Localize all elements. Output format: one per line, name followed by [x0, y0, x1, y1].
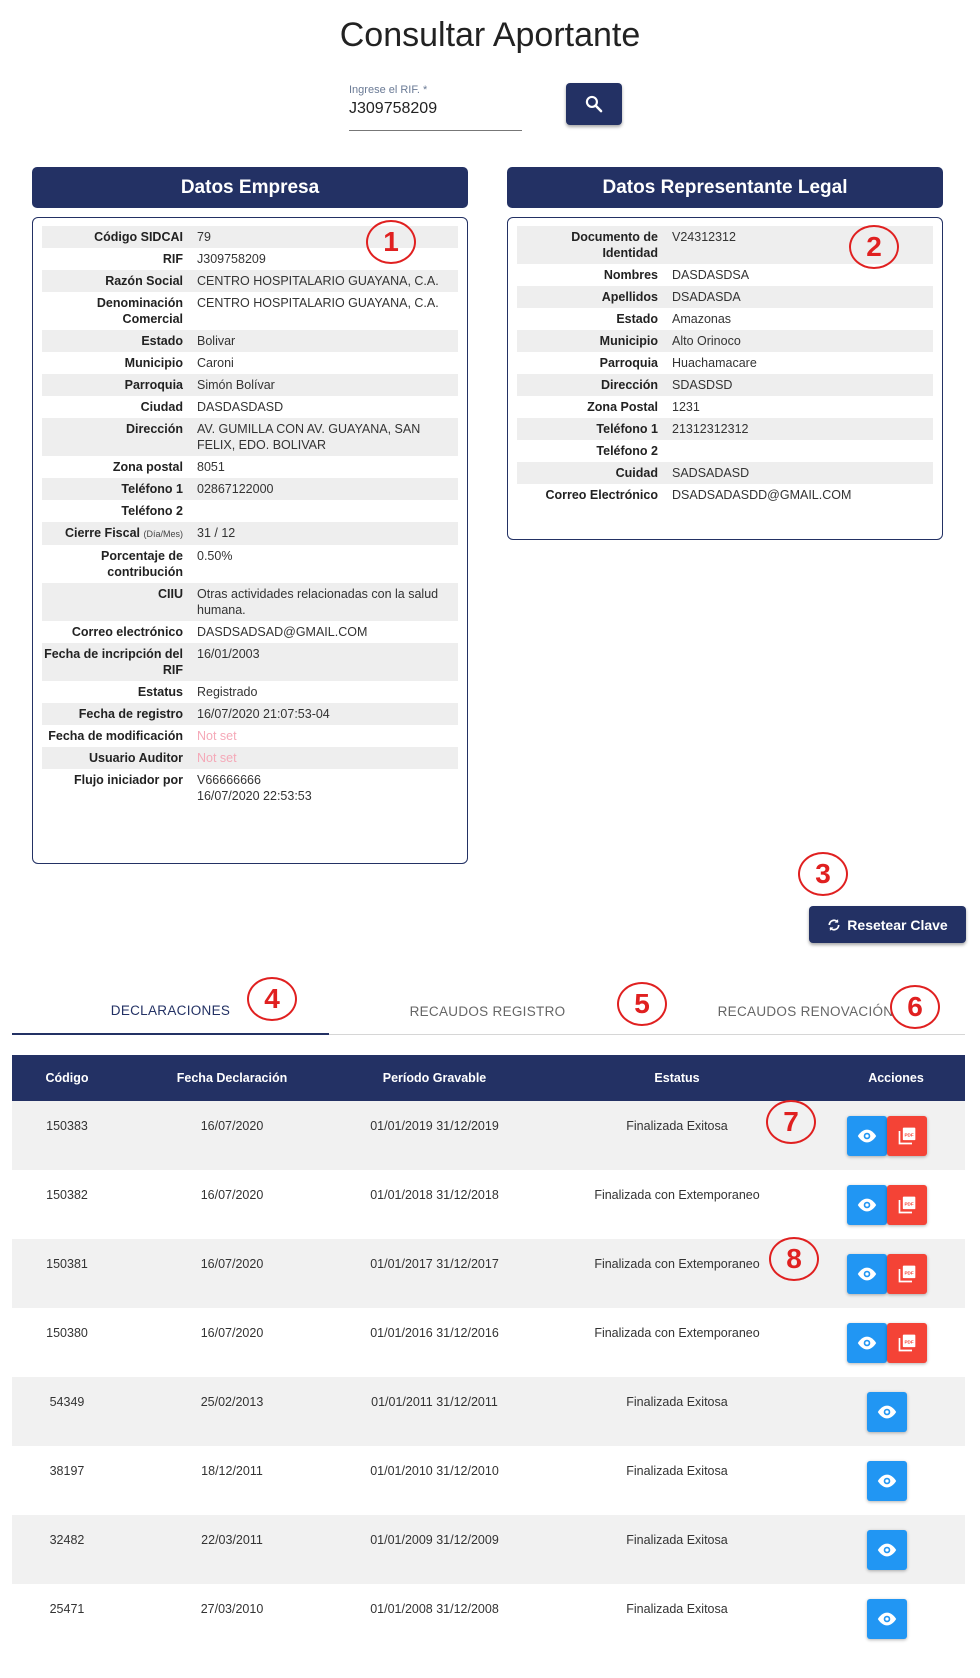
- pdf-icon: [897, 1195, 917, 1215]
- info-key-text: CIIU: [158, 587, 183, 601]
- info-row: [42, 292, 458, 330]
- eye-icon: [856, 1197, 878, 1213]
- info-key: [517, 377, 672, 393]
- info-key-text: RIF: [162, 252, 183, 266]
- cell-fecha: 25/02/2013: [200, 1395, 264, 1409]
- cell-codigo: 38197: [49, 1464, 85, 1478]
- info-value: [197, 728, 458, 744]
- info-key: [42, 481, 197, 497]
- info-value: [197, 251, 458, 267]
- info-value-text: V24312312: [672, 230, 736, 244]
- info-value: [197, 459, 458, 475]
- info-key-text: Dirección: [601, 378, 658, 392]
- rif-input[interactable]: J309758209: [349, 100, 438, 117]
- info-key: [42, 684, 197, 700]
- info-key-text: Zona Postal: [587, 400, 658, 414]
- eye-icon: [876, 1473, 898, 1489]
- empresa-card: [32, 217, 468, 864]
- info-row: [42, 500, 458, 522]
- info-key-text: Documento de Identidad: [571, 230, 658, 260]
- info-value-text: Amazonas: [672, 312, 732, 326]
- info-key-text: Dirección: [126, 422, 183, 436]
- info-value-text: J309758209: [197, 252, 266, 266]
- info-key: [517, 355, 672, 371]
- info-value: [197, 624, 458, 640]
- info-value-text: Simón Bolívar: [197, 378, 275, 392]
- view-button[interactable]: [847, 1185, 887, 1225]
- info-key: [517, 399, 672, 415]
- info-key: [42, 377, 197, 393]
- info-value: [197, 355, 458, 371]
- refresh-icon: [827, 918, 841, 932]
- info-value-text: Not set: [197, 751, 237, 765]
- info-row: [42, 703, 458, 725]
- reset-password-button[interactable]: [809, 906, 966, 943]
- cell-periodo: 01/01/2010 31/12/2010: [370, 1464, 499, 1478]
- info-row: [42, 374, 458, 396]
- tab-recaudos-renovacion[interactable]: RECAUDOS RENOVACIÓN: [717, 1004, 894, 1019]
- info-value: [672, 311, 933, 327]
- info-key: [42, 229, 197, 245]
- info-key-text: Municipio: [124, 356, 183, 370]
- info-key: [42, 624, 197, 640]
- col-fecha-declaracion: Fecha Declaración: [176, 1071, 288, 1085]
- info-value: [197, 706, 458, 722]
- info-key: [517, 487, 672, 503]
- info-value: [672, 289, 933, 305]
- table-row: [12, 1584, 965, 1653]
- info-row: [517, 308, 933, 330]
- cell-fecha: 27/03/2010: [200, 1602, 264, 1616]
- pdf-icon: [897, 1264, 917, 1284]
- rif-label: Ingrese el RIF. *: [349, 84, 428, 96]
- info-value: [197, 273, 458, 289]
- annotation-marker-8: 8: [769, 1237, 819, 1281]
- info-value: [672, 443, 933, 459]
- info-key: [517, 421, 672, 437]
- info-key: [42, 548, 197, 580]
- info-key-text: Estatus: [137, 685, 183, 699]
- row-actions: [867, 1530, 907, 1570]
- info-value: [197, 333, 458, 349]
- info-key-text: Correo electrónico: [71, 625, 183, 639]
- cell-estatus: Finalizada con Extemporaneo: [594, 1188, 760, 1202]
- info-row: [517, 286, 933, 308]
- info-value-text: 1231: [672, 400, 700, 414]
- pdf-button[interactable]: [887, 1116, 927, 1156]
- info-row: [42, 621, 458, 643]
- info-row: [517, 374, 933, 396]
- info-row: [517, 396, 933, 418]
- info-row: [42, 478, 458, 500]
- info-value-text: Alto Orinoco: [672, 334, 741, 348]
- eye-icon: [856, 1335, 878, 1351]
- empresa-header: Datos Empresa: [32, 167, 468, 208]
- info-value-text: 31 / 12: [197, 526, 236, 540]
- table-row: [12, 1170, 965, 1239]
- table-row: [12, 1377, 965, 1446]
- info-key-text: Cierre Fiscal: [64, 526, 140, 540]
- info-key: [42, 728, 197, 744]
- view-button[interactable]: [847, 1116, 887, 1156]
- info-row: [517, 352, 933, 374]
- row-actions: [867, 1599, 907, 1639]
- info-key: [42, 525, 197, 542]
- info-key: [42, 586, 197, 618]
- cell-estatus: Finalizada con Extemporaneo: [594, 1326, 760, 1340]
- view-button[interactable]: [867, 1599, 907, 1639]
- cell-codigo: 150380: [46, 1326, 88, 1340]
- cell-codigo: 150383: [46, 1119, 88, 1133]
- search-icon: [584, 94, 604, 114]
- info-value-text: 02867122000: [197, 482, 274, 496]
- view-button[interactable]: [867, 1392, 907, 1432]
- cell-fecha: 16/07/2020: [200, 1257, 264, 1271]
- info-row: [42, 418, 458, 456]
- row-actions: [847, 1323, 927, 1363]
- info-row: [42, 545, 458, 583]
- info-key: [42, 459, 197, 475]
- info-value-text: 8051: [197, 460, 225, 474]
- info-key-text: Teléfono 2: [596, 444, 658, 458]
- cell-estatus: Finalizada con Extemporaneo: [594, 1257, 760, 1271]
- reset-password-label: Resetear Clave: [847, 916, 948, 933]
- info-value-text: DASDSADSAD@GMAIL.COM: [197, 625, 368, 639]
- info-row: [42, 352, 458, 374]
- info-value: [197, 772, 458, 804]
- cell-fecha: 22/03/2011: [201, 1533, 263, 1547]
- info-key: [42, 333, 197, 349]
- info-value: [197, 684, 458, 700]
- info-row: [42, 522, 458, 545]
- info-value-text: 0.50%: [197, 549, 233, 563]
- info-row: [517, 440, 933, 462]
- table-row: [12, 1446, 965, 1515]
- eye-icon: [856, 1266, 878, 1282]
- info-value-text: DASDASDSA: [672, 268, 750, 282]
- info-value: [672, 355, 933, 371]
- eye-icon: [856, 1128, 878, 1144]
- info-value: [197, 377, 458, 393]
- cell-periodo: 01/01/2019 31/12/2019: [370, 1119, 499, 1133]
- info-key: [517, 267, 672, 283]
- cell-periodo: 01/01/2018 31/12/2018: [370, 1188, 499, 1202]
- info-value-text: CENTRO HOSPITALARIO GUAYANA, C.A.: [197, 274, 439, 288]
- annotation-marker-7: 7: [766, 1100, 816, 1144]
- info-key: [42, 251, 197, 267]
- info-value-text: Caroni: [197, 356, 234, 370]
- view-button[interactable]: [847, 1323, 887, 1363]
- info-value: [197, 481, 458, 497]
- info-key-text: Teléfono 2: [121, 504, 183, 518]
- tab-bar: [12, 988, 965, 1035]
- info-value: [197, 750, 458, 766]
- info-key-text: Estado: [141, 334, 183, 348]
- info-value: [197, 399, 458, 415]
- svg-text:PDF: PDF: [904, 1339, 914, 1345]
- tab-recaudos-registro[interactable]: RECAUDOS REGISTRO: [409, 1004, 566, 1019]
- cell-estatus: Finalizada Exitosa: [626, 1119, 728, 1133]
- cell-fecha: 16/07/2020: [200, 1119, 264, 1133]
- eye-icon: [876, 1611, 898, 1627]
- cell-codigo: 54349: [49, 1395, 85, 1409]
- table-row: [12, 1101, 965, 1170]
- info-value: [197, 548, 458, 580]
- cell-codigo: 25471: [49, 1602, 85, 1616]
- info-value: [197, 229, 458, 245]
- pdf-button[interactable]: [887, 1254, 927, 1294]
- info-row: [517, 330, 933, 352]
- info-key-text: Apellidos: [601, 290, 658, 304]
- info-value: [672, 377, 933, 393]
- table-row: [12, 1308, 965, 1377]
- info-value: [672, 465, 933, 481]
- col-acciones: Acciones: [868, 1071, 924, 1085]
- info-key-text: Flujo iniciador por: [73, 773, 183, 787]
- info-value-text: Huachamacare: [672, 356, 757, 370]
- info-key: [42, 646, 197, 678]
- annotation-marker-1: 1: [366, 220, 416, 264]
- info-key-text: Parroquia: [599, 356, 658, 370]
- representante-header: Datos Representante Legal: [507, 167, 943, 208]
- pdf-button[interactable]: [887, 1323, 927, 1363]
- info-row: [42, 681, 458, 703]
- info-value: [197, 525, 458, 542]
- info-row: [517, 462, 933, 484]
- cell-estatus: Finalizada Exitosa: [626, 1533, 728, 1547]
- cell-periodo: 01/01/2016 31/12/2016: [370, 1326, 499, 1340]
- info-value-text: 16/01/2003: [197, 647, 260, 661]
- view-button[interactable]: [867, 1461, 907, 1501]
- info-key-text: Cuidad: [615, 466, 658, 480]
- cell-estatus: Finalizada Exitosa: [626, 1395, 728, 1409]
- info-value-text: Bolivar: [197, 334, 236, 348]
- info-key-text: Usuario Auditor: [89, 751, 183, 765]
- cell-periodo: 01/01/2017 31/12/2017: [370, 1257, 499, 1271]
- rif-search-field[interactable]: [349, 84, 522, 131]
- svg-text:PDF: PDF: [904, 1270, 914, 1276]
- info-value-text: 21312312312: [672, 422, 749, 436]
- page-title: Consultar Aportante: [339, 16, 641, 54]
- info-key: [517, 229, 672, 261]
- info-value: [197, 503, 458, 519]
- view-button[interactable]: [867, 1530, 907, 1570]
- info-key-text: Municipio: [599, 334, 658, 348]
- row-actions: [867, 1461, 907, 1501]
- cell-codigo: 32482: [49, 1533, 85, 1547]
- info-key-text: Estado: [616, 312, 658, 326]
- info-key: [42, 503, 197, 519]
- info-row: [517, 418, 933, 440]
- info-value-text: 79: [197, 230, 211, 244]
- col-codigo: Código: [45, 1071, 89, 1085]
- declaraciones-table-header: [12, 1055, 965, 1101]
- pdf-button[interactable]: [887, 1185, 927, 1225]
- svg-text:PDF: PDF: [904, 1201, 914, 1207]
- info-value: [197, 421, 458, 453]
- table-row: [12, 1239, 965, 1308]
- info-key-text: Fecha de modificación: [48, 729, 183, 743]
- info-key-text: Razón Social: [105, 274, 183, 288]
- info-key-text: Código SIDCAI: [94, 230, 183, 244]
- info-key: [42, 355, 197, 371]
- cell-periodo: 01/01/2009 31/12/2009: [370, 1533, 499, 1547]
- info-value: [197, 295, 458, 327]
- info-key: [42, 421, 197, 453]
- info-key-text: Ciudad: [140, 400, 183, 414]
- info-row: [517, 484, 933, 506]
- info-row: [42, 747, 458, 769]
- info-key-text: Nombres: [603, 268, 658, 282]
- info-value-text: 16/07/2020 21:07:53-04: [197, 707, 330, 721]
- info-row: [42, 643, 458, 681]
- info-value-text: Not set: [197, 729, 237, 743]
- info-value-text: DSADASDA: [672, 290, 741, 304]
- annotation-marker-6: 6: [890, 985, 940, 1029]
- cell-periodo: 01/01/2011 31/12/2011: [371, 1395, 498, 1409]
- info-value: [672, 333, 933, 349]
- info-key-text: Fecha de registro: [78, 707, 183, 721]
- row-actions: [847, 1185, 927, 1225]
- search-button[interactable]: [566, 83, 622, 125]
- info-row: [42, 270, 458, 292]
- info-key: [42, 399, 197, 415]
- view-button[interactable]: [847, 1254, 887, 1294]
- pdf-icon: [897, 1126, 917, 1146]
- info-value: [197, 586, 458, 618]
- annotation-marker-4: 4: [247, 977, 297, 1021]
- info-key-text: Zona postal: [112, 460, 183, 474]
- cell-codigo: 150381: [46, 1257, 88, 1271]
- info-value-text: DASDASDASD: [197, 400, 284, 414]
- info-key-sub: (Día/Mes): [143, 529, 183, 539]
- pdf-icon: [897, 1333, 917, 1353]
- info-value-text: SDASDSD: [672, 378, 733, 392]
- info-row: [42, 330, 458, 352]
- info-key: [517, 289, 672, 305]
- info-key-text: Parroquia: [124, 378, 183, 392]
- annotation-marker-3: 3: [798, 852, 848, 896]
- col-estatus: Estatus: [654, 1071, 700, 1085]
- info-row: [42, 583, 458, 621]
- info-key: [517, 333, 672, 349]
- info-value-text-2: 16/07/2020 22:53:53: [197, 789, 312, 803]
- tab-declaraciones[interactable]: DECLARACIONES: [12, 988, 329, 1035]
- info-row: [42, 725, 458, 747]
- info-value: [197, 646, 458, 678]
- eye-icon: [876, 1404, 898, 1420]
- eye-icon: [876, 1542, 898, 1558]
- info-row: [42, 396, 458, 418]
- info-key: [517, 311, 672, 327]
- row-actions: [847, 1116, 927, 1156]
- info-value-text: Otras actividades relacionadas con la salud humana.: [197, 587, 439, 617]
- info-key-text: Fecha de incripción del RIF: [44, 647, 183, 677]
- annotation-marker-5: 5: [617, 982, 667, 1026]
- info-key-text: Teléfono 1: [121, 482, 183, 496]
- cell-periodo: 01/01/2008 31/12/2008: [370, 1602, 499, 1616]
- info-key: [42, 750, 197, 766]
- info-value: [672, 487, 933, 503]
- table-row: [12, 1515, 965, 1584]
- info-row: [42, 769, 458, 807]
- row-actions: [847, 1254, 927, 1294]
- col-periodo-gravable: Período Gravable: [382, 1071, 487, 1085]
- info-value-text: V66666666: [197, 773, 261, 787]
- info-value-text: Registrado: [197, 685, 258, 699]
- info-key-text: Denominación Comercial: [96, 296, 183, 326]
- row-actions: [867, 1392, 907, 1432]
- info-key: [42, 295, 197, 327]
- info-value: [672, 267, 933, 283]
- info-value-text: SADSADASD: [672, 466, 750, 480]
- info-value: [672, 421, 933, 437]
- info-key: [42, 772, 197, 804]
- info-key: [42, 706, 197, 722]
- annotation-marker-2: 2: [849, 225, 899, 269]
- info-row: [42, 456, 458, 478]
- cell-fecha: 16/07/2020: [200, 1188, 264, 1202]
- info-value-text: CENTRO HOSPITALARIO GUAYANA, C.A.: [197, 296, 439, 310]
- cell-fecha: 18/12/2011: [201, 1464, 263, 1478]
- cell-estatus: Finalizada Exitosa: [626, 1602, 728, 1616]
- info-value-text: DSADSADASDD@GMAIL.COM: [672, 488, 852, 502]
- info-value-text: AV. GUMILLA CON AV. GUAYANA, SAN FELIX, EDO. BOLIVAR: [197, 422, 421, 452]
- cell-fecha: 16/07/2020: [200, 1326, 264, 1340]
- info-value: [672, 399, 933, 415]
- cell-codigo: 150382: [46, 1188, 88, 1202]
- info-key: [517, 443, 672, 459]
- info-key-text: Correo Electrónico: [545, 488, 658, 502]
- info-key-text: Teléfono 1: [596, 422, 658, 436]
- info-key: [42, 273, 197, 289]
- info-key: [517, 465, 672, 481]
- cell-estatus: Finalizada Exitosa: [626, 1464, 728, 1478]
- svg-text:PDF: PDF: [904, 1132, 914, 1138]
- info-key-text: Porcentaje de contribución: [101, 549, 183, 579]
